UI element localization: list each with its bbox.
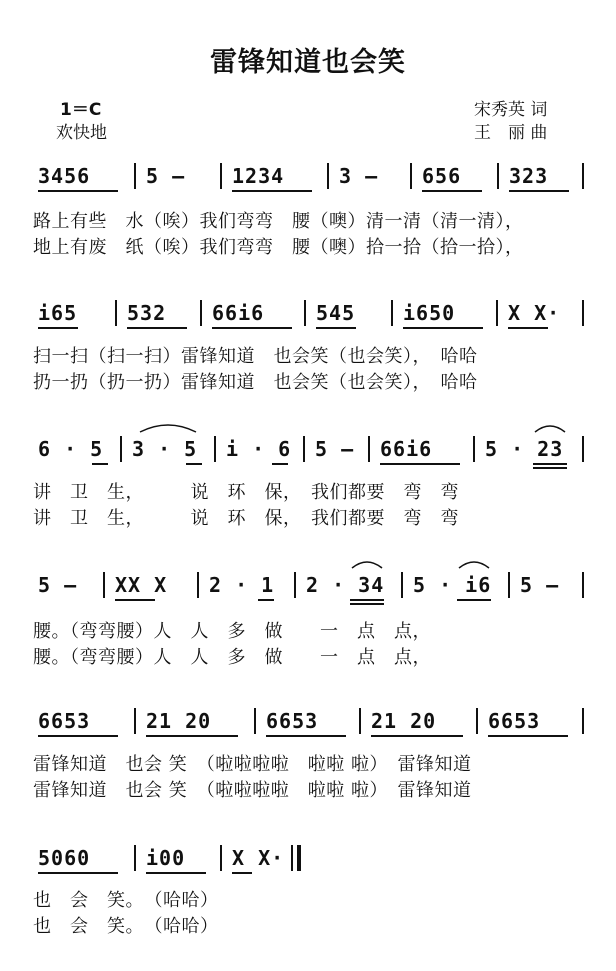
measure: i650 [403, 301, 456, 325]
measure: 21 20 [146, 709, 212, 733]
lyric-line: 讲 卫 生， 说 环 保， 我们都要 弯 弯 [33, 508, 459, 529]
measure: 6653 [488, 709, 541, 733]
measure: X X· [508, 301, 561, 325]
slur [459, 562, 489, 568]
measure: 2 · 1 [209, 573, 275, 597]
slur [140, 425, 196, 432]
lyric-line: 扔一扔（扔一扔）雷锋知道 也会笑（也会笑）， 哈哈 [33, 372, 478, 393]
measure: 2 · 34 [306, 573, 385, 597]
song-title: 雷锋知道也会笑 [210, 47, 406, 78]
key-signature: 1＝C [60, 100, 102, 120]
measure: 3 · 5 [132, 437, 198, 461]
tempo-marking: 欢快地 [56, 123, 107, 143]
measure: 3456 [38, 164, 91, 188]
lyricist-credit: 宋秀英 词 [474, 100, 548, 120]
slur [352, 562, 382, 568]
measure: XX X [115, 573, 168, 597]
measure: 532 [127, 301, 167, 325]
measure: 66i6 [212, 301, 265, 325]
slur [535, 426, 565, 432]
measure: X X· [232, 846, 285, 870]
measure: i00 [146, 846, 186, 870]
measure: i · 6 [226, 437, 292, 461]
measure: 5 – [38, 573, 78, 597]
measure: 6653 [266, 709, 319, 733]
measure: 5060 [38, 846, 91, 870]
measure: 5 – [315, 437, 355, 461]
measure: i65 [38, 301, 78, 325]
measure: 66i6 [380, 437, 433, 461]
measure: 5 – [520, 573, 560, 597]
lyric-line: 路上有些 水（唉）我们弯弯 腰（噢）清一清（清一清）， [33, 211, 524, 232]
measure: 21 20 [371, 709, 437, 733]
measure: 1234 [232, 164, 285, 188]
lyric-line: 扫一扫（扫一扫）雷锋知道 也会笑（也会笑）， 哈哈 [33, 346, 478, 367]
measure: 6653 [38, 709, 91, 733]
lyric-line: 雷锋知道 也会 笑 （啦啦啦啦 啦啦 啦） 雷锋知道 [33, 754, 472, 775]
measure: 5 · i6 [413, 573, 492, 597]
lyric-line: 也 会 笑。 （哈哈） [33, 890, 219, 911]
measure: 545 [316, 301, 356, 325]
measure: 5 · 23 [485, 437, 564, 461]
measure: 656 [422, 164, 462, 188]
measure: 323 [509, 164, 549, 188]
lyric-line: 腰。（弯弯腰）人 人 多 做 一 点 点， [33, 621, 431, 642]
lyric-line: 讲 卫 生， 说 环 保， 我们都要 弯 弯 [33, 482, 459, 503]
measure: 3 – [339, 164, 379, 188]
measure: 6 · 5 [38, 437, 104, 461]
lyric-line: 地上有废 纸（唉）我们弯弯 腰（噢）拾一拾（拾一拾）， [33, 237, 524, 258]
measure: 5 – [146, 164, 186, 188]
lyric-line: 雷锋知道 也会 笑 （啦啦啦啦 啦啦 啦） 雷锋知道 [33, 780, 472, 801]
lyric-line: 也 会 笑。 （哈哈） [33, 916, 219, 937]
lyric-line: 腰。（弯弯腰）人 人 多 做 一 点 点， [33, 647, 431, 668]
composer-credit: 王 丽 曲 [474, 123, 548, 143]
